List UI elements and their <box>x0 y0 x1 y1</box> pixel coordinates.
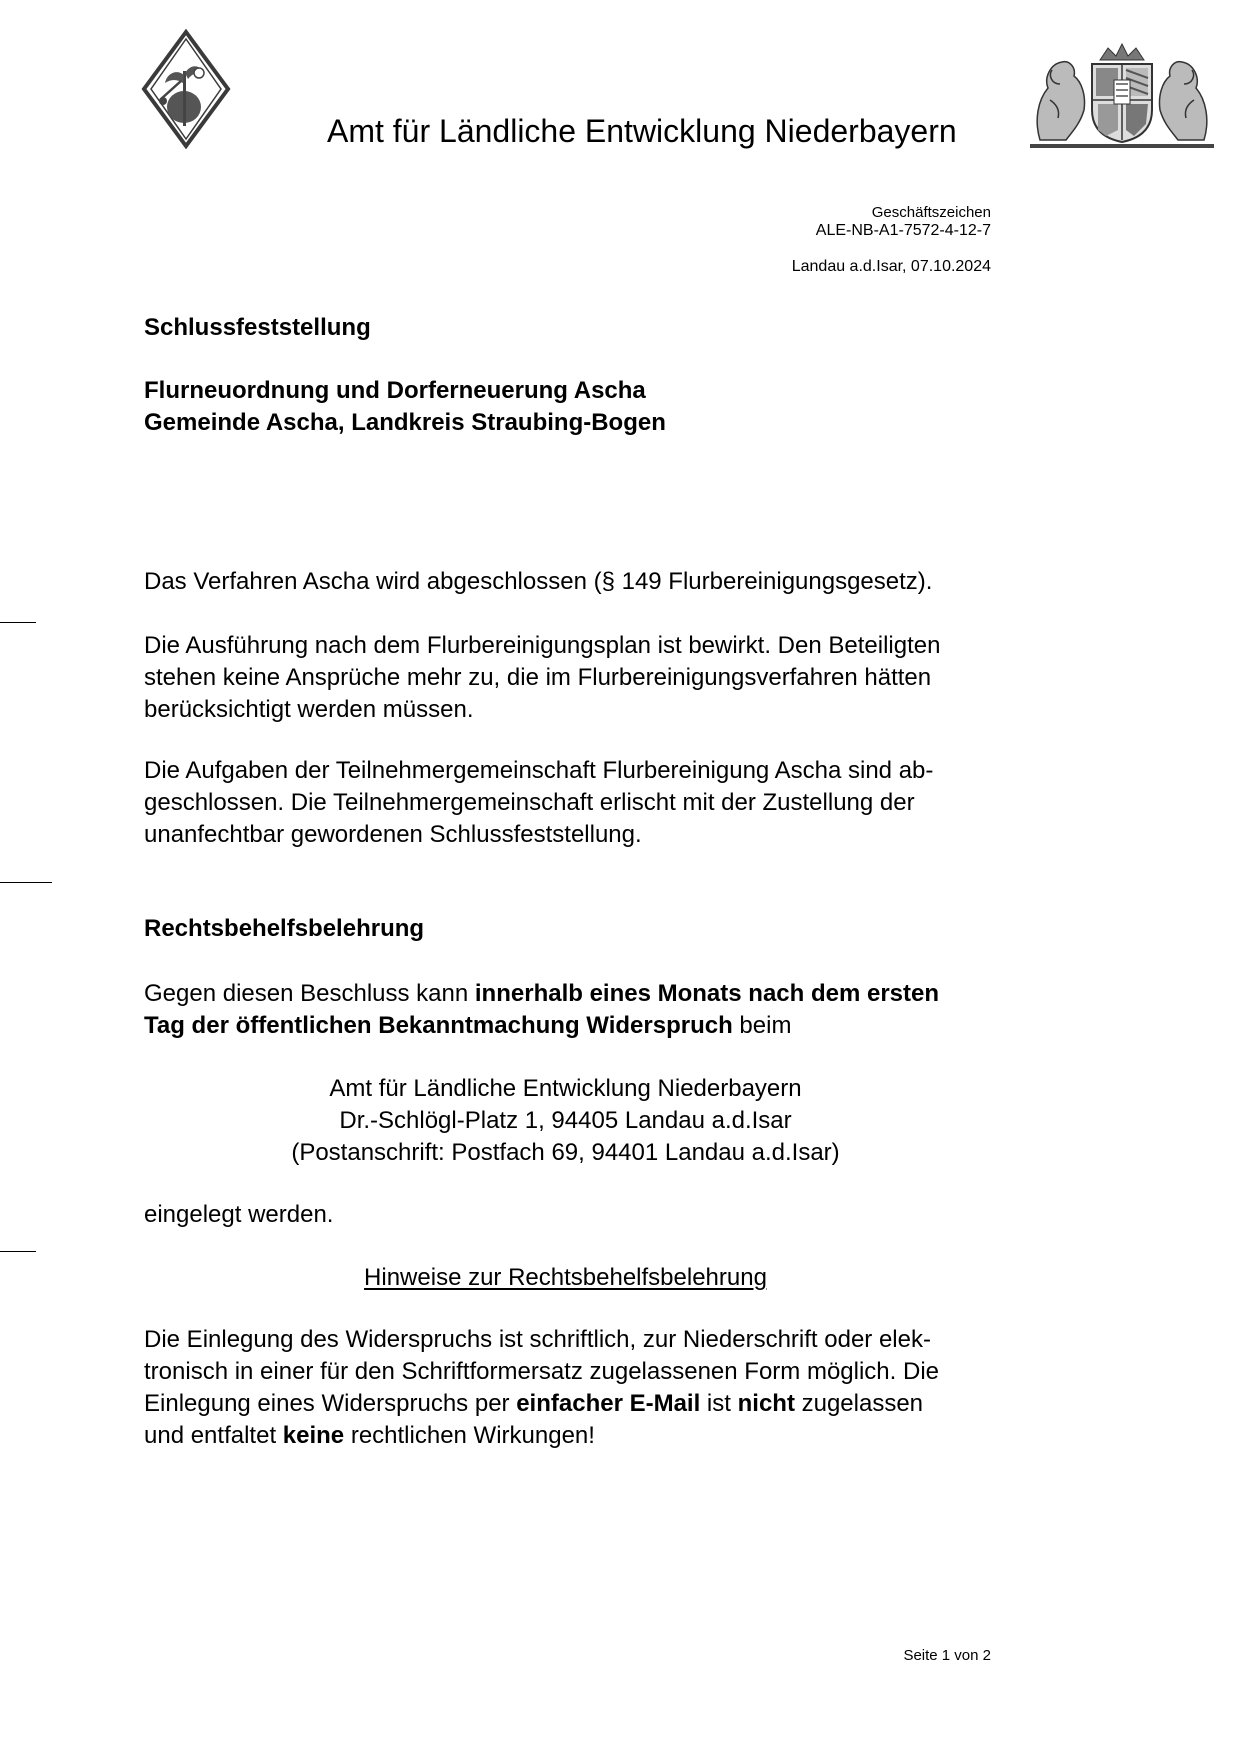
agency-name: Amt für Ländliche Entwicklung Niederbayern <box>327 113 957 149</box>
legal-intro <box>144 978 1004 1042</box>
punch-mark <box>0 882 52 883</box>
text-line: unanfechtbar gewordenen Schlussfeststellung. <box>144 821 642 848</box>
ale-emblem-icon <box>141 29 231 149</box>
fold-mark <box>0 1251 36 1252</box>
address-postal: (Postanschrift: Postfach 69, 94401 Landau a.d.Isar) <box>291 1139 840 1166</box>
text-line: Die Einlegung des Widerspruchs ist schriftlich, zur Niederschrift oder elek- <box>144 1326 931 1353</box>
address-name: Amt für Ländliche Entwicklung Niederbayern <box>329 1075 802 1102</box>
text-line: Gegen diesen Beschluss kann innerhalb eines Monats nach dem ersten <box>144 980 940 1007</box>
municipality-line: Gemeinde Ascha, Landkreis Straubing-Bogen <box>144 409 666 436</box>
legal-closing: eingelegt werden. <box>144 1201 334 1228</box>
paragraph-participants <box>144 755 1004 851</box>
text-line: berücksichtigt werden müssen. <box>144 696 474 723</box>
legal-heading: Rechtsbehelfsbelehrung <box>144 915 425 942</box>
paragraph-execution <box>144 630 1004 726</box>
page-number: Seite 1 von 2 <box>903 1647 991 1664</box>
text-line: Tag der öffentlichen Bekanntmachung Widerspruch beim <box>144 1012 792 1039</box>
paragraph-conclusion: Das Verfahren Ascha wird abgeschlossen (§ 149 Flurbereinigungsgesetz). <box>144 568 933 595</box>
text-line: Die Aufgaben der Teilnehmergemeinschaft Flurbereinigung Ascha sind ab- <box>144 757 934 784</box>
authority-address <box>144 1073 987 1169</box>
address-street: Dr.-Schlögl-Platz 1, 94405 Landau a.d.Isar <box>339 1107 792 1134</box>
procedure-title: Flurneuordnung und Dorferneuerung Ascha <box>144 377 646 404</box>
fold-mark <box>0 622 36 623</box>
hints-paragraph <box>144 1324 1004 1452</box>
text-line: stehen keine Ansprüche mehr zu, die im Flurbereinigungsverfahren hätten <box>144 664 932 691</box>
hints-heading: Hinweise zur Rechtsbehelfsbelehrung <box>364 1264 767 1291</box>
reference-code: ALE-NB-A1-7572-4-12-7 <box>815 222 991 239</box>
text-line: tronisch in einer für den Schriftformersatz zugelassenen Form möglich. Die <box>144 1358 939 1385</box>
text-line: geschlossen. Die Teilnehmergemeinschaft erlischt mit der Zustellung der <box>144 789 915 816</box>
bavarian-coat-of-arms-icon <box>1030 40 1214 152</box>
text-line: und entfaltet keine rechtlichen Wirkungen! <box>144 1422 595 1449</box>
text-line: Einlegung eines Widerspruchs per einfacher E-Mail ist nicht zugelassen <box>144 1390 924 1417</box>
document-title: Schlussfeststellung <box>144 314 371 341</box>
text-line: Die Ausführung nach dem Flurbereinigungsplan ist bewirkt. Den Beteiligten <box>144 632 941 659</box>
reference-label: Geschäftszeichen <box>871 204 991 221</box>
place-date: Landau a.d.Isar, 07.10.2024 <box>791 258 991 275</box>
